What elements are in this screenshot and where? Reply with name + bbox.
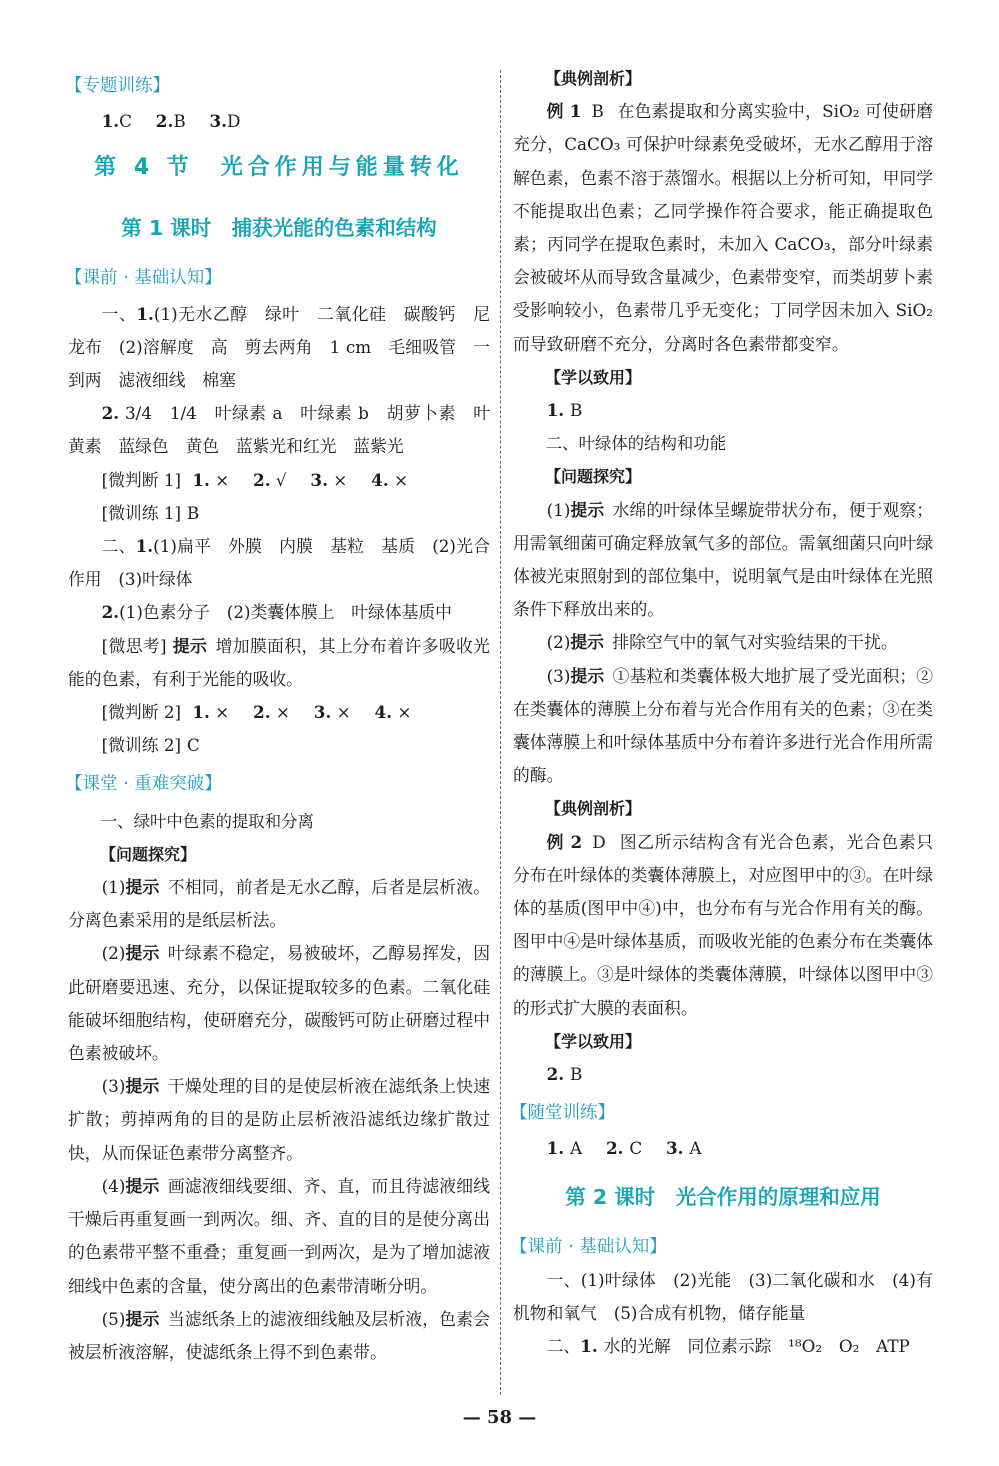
micro-train-label: [微训练 1] [101,502,182,523]
judge-mark: × [215,469,230,490]
hint-text: 水绵的叶绿体呈螺旋带状分布，便于观察；用需氧细菌可确定释放氧气多的部位。需氧细菌只向叶绿体被光束照射到的部位集中，说明氧气是由叶绿体在光照条件下释放出来的。 [513,499,933,620]
example-label: 例 1 [546,101,582,122]
answer-item [666,1138,702,1158]
question-number: (1) [546,499,571,520]
hint-text: 画滤液细线要细、齐、直，而且待滤液细线干燥后再重复画一到两次。细、齐、直的目的是使分离出的色素带平整不重叠；重复画一到两次，是为了增加滤液细线中色素的含量，使分离出的色素带清晰分明。 [68,1175,490,1296]
judge-item [192,702,229,722]
micro-train-label: [微训练 2] [101,735,182,756]
judge-item [310,470,347,490]
item-number: 1. [136,303,154,324]
hint-text: 不相同，前者是无水乙醇，后者是层析液。分离色素采用的是纸层析法。 [68,877,490,931]
hint-text: 当滤纸条上的滤液细线触及层析液，色素会被层析液溶解，使滤纸条上得不到色素带。 [68,1308,490,1362]
hint-text: 排除空气中的氧气对实验结果的干扰。 [612,632,898,653]
followup-training-answers [513,1132,933,1165]
section-heading: 第 4 节 光合作用与能量转化 [94,155,464,181]
judge-item [192,470,229,490]
example-answer: D [592,831,606,852]
item-prefix: 一、 [546,1269,581,1290]
judge-mark: × [394,469,409,490]
micro-judge-2 [68,696,490,729]
hint-label: 提示 [125,1076,160,1097]
hint-text: 干燥处理的目的是使层析液在滤纸条上快速扩散；剪掉两角的目的是防止层析液沿滤纸边缘扩散过快，从而保证色素带分离整齐。 [68,1076,490,1163]
item-text: 水的光解 同位素示踪 ¹⁸O₂ O₂ ATP [603,1336,910,1357]
answer-item [547,1138,583,1158]
question-answer [513,660,933,793]
answer-item [606,1138,642,1158]
micro-train-1 [68,497,490,530]
answer-choice: D [227,111,241,132]
hint-label: 提示 [570,665,605,686]
judge-item [375,702,412,722]
example-1 [513,95,933,361]
answer-number: 1. [101,111,120,132]
judge-item [314,702,351,722]
answer-number: 2. [546,1064,565,1085]
judge-number: 1. [192,702,210,723]
answer-number: 1. [546,400,565,421]
left-column [65,70,490,1369]
hint-label: 提示 [125,877,160,898]
item-text: (1)扁平 外膜 内膜 基粒 基质 (2)光合作用 (3)叶绿体 [68,536,490,590]
question-answer [513,626,933,659]
answer-item [209,111,240,131]
item-text: (1)叶绿体 (2)光能 (3)二氧化碳和水 (4)有机物和氧气 (5)合成有机物，储存能量 [513,1269,933,1324]
item-text: (1)色素分子 (2)类囊体膜上 叶绿体基质中 [119,602,452,623]
answer-choice: A [689,1137,702,1158]
item-text: 3/4 1/4 叶绿素 a 叶绿素 b 胡萝卜素 叶黄素 蓝绿色 黄色 蓝紫光和红光 蓝紫光 [68,403,490,457]
hint-label: 提示 [125,943,160,964]
answer-number: 3. [209,111,227,132]
question-number: (5) [101,1308,126,1329]
question-answer [68,1070,490,1170]
question-explore-title: 【问题探究】 [545,467,642,487]
answer-choice: B [570,1064,583,1085]
pre-class-answer-2 [513,1330,933,1363]
pre-class-title: 【课前 · 基础认知】 [65,268,222,289]
micro-think [68,630,490,696]
hint-text: ①基粒和类囊体极大地扩展了受光面积；②在类囊体的薄膜上分布着与光合作用有关的色素；③在类囊体薄膜上和叶绿体基质中分布着许多进行光合作用所需的酶。 [513,665,933,786]
question-number: (1) [101,877,126,898]
micro-train-answer: C [186,735,200,756]
micro-train-answer: B [186,502,200,523]
example-text: 在色素提取和分离实验中，SiO₂ 可使研磨充分，CaCO₃ 可保护叶绿素免受破坏，无水乙醇用于溶解色素，色素不溶于蒸馏水。根据以上分析可知，甲同学不能提取出色素；乙同学操作符合要求，能正确提取色素；丙同学在提取色素时，未加入 CaCO₃，部分叶绿素会被破坏从而导致含量减少，色素带变窄，而类胡萝卜素受影响较小，色素带几乎无变化；丁同学因未加入 SiO₂ 而导致研磨不充分，分离时各色素带都变窄。 [513,101,933,354]
judge-item [253,470,287,490]
hint-label: 提示 [125,1308,160,1329]
hint-label: 提示 [570,632,604,653]
column-divider [500,70,501,1395]
judge-mark: × [336,702,351,723]
item-number: 2. [101,403,120,424]
answer-number: 2. [605,1137,624,1158]
hint-label: 提示 [172,635,208,656]
judge-number: 2. [253,469,271,490]
hint-label: 提示 [125,1175,160,1196]
in-class-title: 【课堂 · 重难突破】 [65,774,222,795]
judge-item [253,702,290,722]
micro-judge-label: [微判断 2] [101,702,182,723]
hint-text: 增加膜面积，其上分布着许多吸收光能的色素，有利于光能的吸收。 [68,635,490,689]
micro-judge-label: [微判断 1] [101,469,182,490]
item-number: 1. [580,1336,598,1357]
question-answer [513,494,933,627]
apply-answer [513,394,933,427]
pre-class-answer-3 [68,530,490,596]
item-prefix: 二、 [546,1336,581,1357]
judge-mark: √ [275,469,287,490]
item-number: 2. [101,602,120,623]
topic-training-title: 【专题训练】 [65,76,170,96]
apply-answer [513,1058,933,1091]
question-explore-title: 【问题探究】 [100,844,197,864]
apply-title: 【学以致用】 [545,1031,642,1051]
example-label: 例 2 [546,831,583,852]
item-prefix: 一、 [101,303,137,324]
answer-number: 2. [155,111,174,132]
example-answer: B [591,101,604,122]
answer-choice: A [570,1137,583,1158]
micro-train-2 [68,729,490,762]
judge-mark: × [333,469,348,490]
question-number: (3) [101,1076,126,1097]
question-answer [68,1170,490,1303]
answer-choice: C [629,1137,643,1158]
question-answer [68,1303,490,1369]
judge-number: 3. [313,702,332,723]
judge-item [371,470,408,490]
hint-label: 提示 [570,499,605,520]
pre-class-answer-1 [68,298,490,398]
question-answer [68,937,490,1070]
pre-class-answer-4 [68,596,490,629]
answer-item [156,111,186,131]
judge-mark: × [397,702,412,723]
judge-number: 3. [310,469,328,490]
answer-item [102,111,132,131]
example-2 [513,826,933,1025]
example-analysis-title: 【典例剖析】 [545,69,642,88]
question-answer [68,871,490,937]
subsection-heading-2: 二、叶绿体的结构和功能 [545,434,727,454]
example-analysis-title: 【典例剖析】 [545,799,642,819]
example-text: 图乙所示结构含有光合色素，光合色素只分布在叶绿体的类囊体薄膜上，对应图甲中的③。在叶绿体的基质(图甲中④)中，也分布有与光合作用有关的酶。图甲中④是叶绿体基质，而吸收光能的色素分布在类囊体的薄膜上。③是叶绿体的类囊体薄膜，叶绿体以图甲中③的形式扩大膜的表面积。 [513,831,933,1018]
judge-number: 1. [192,469,210,490]
subsection-heading-1: 一、绿叶中色素的提取和分离 [100,811,314,831]
pre-class-answer-2 [68,397,490,463]
topic-training-answers [68,105,490,138]
item-prefix: 二、 [101,536,136,557]
answer-choice: C [119,111,132,132]
judge-number: 4. [374,702,393,723]
pre-class-title: 【课前 · 基础认知】 [510,1236,667,1257]
pre-class-answer-1 [513,1264,933,1330]
judge-mark: × [215,702,230,723]
followup-training-title: 【随堂训练】 [510,1103,615,1124]
question-number: (3) [546,665,571,686]
item-number: 1. [135,536,154,557]
judge-number: 2. [253,702,271,723]
hint-text: 叶绿素不稳定，易被破坏，乙醇易挥发，因此研磨要迅速、充分，以保证提取较多的色素。二氧化硅能破坏细胞结构，使研磨充分，碳酸钙可防止研磨过程中色素被破坏。 [68,943,490,1064]
question-number: (4) [101,1175,126,1196]
right-column [510,62,933,1364]
answer-choice: B [173,111,186,132]
judge-number: 4. [371,469,389,490]
micro-think-label: [微思考] [101,635,167,656]
page-number: — 58 — [462,1407,537,1428]
question-number: (2) [546,632,571,653]
question-number: (2) [101,943,126,964]
judge-mark: × [275,702,290,723]
apply-title: 【学以致用】 [545,367,642,387]
answer-number: 3. [666,1137,684,1158]
lesson-1-heading: 第 1 课时 捕获光能的色素和结构 [121,216,437,241]
item-text: (1)无水乙醇 绿叶 二氧化硅 碳酸钙 尼龙布 (2)溶解度 高 剪去两角 1 cm 毛细吸管 一到两 滤液细线 棉塞 [68,303,490,391]
lesson-2-heading: 第 2 课时 光合作用的原理和应用 [565,1184,881,1209]
answer-number: 1. [546,1137,565,1158]
micro-judge-1 [68,464,490,497]
answer-choice: B [570,400,583,421]
